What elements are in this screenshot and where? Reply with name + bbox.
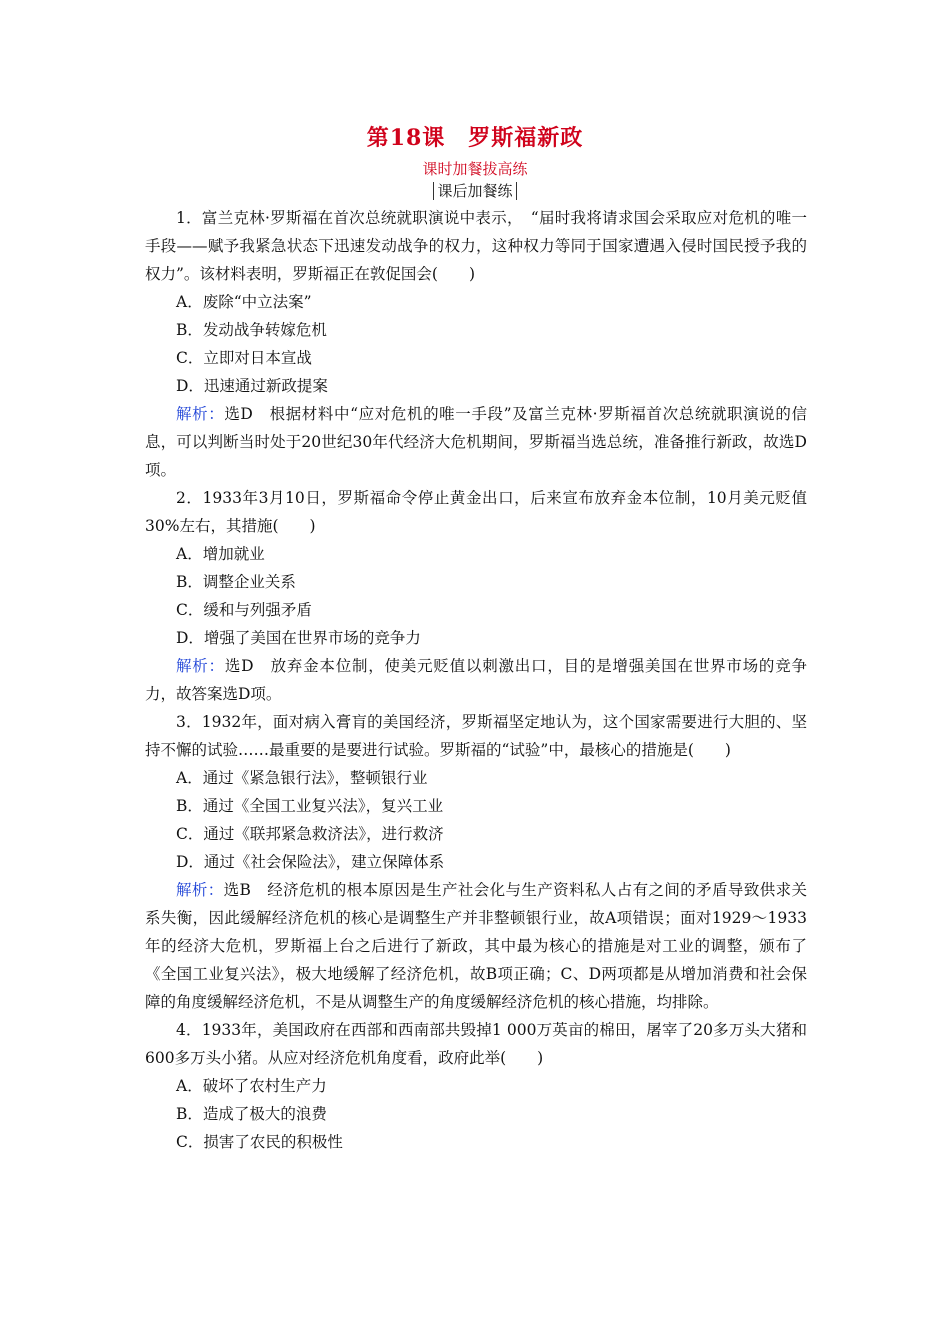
analysis bbox=[145, 876, 807, 1016]
option-b: B．造成了极大的浪费 bbox=[176, 1105, 327, 1123]
option-a: A．增加就业 bbox=[176, 545, 265, 563]
option-d: D．通过《社会保险法》，建立保障体系 bbox=[176, 853, 445, 871]
option-c: C．通过《联邦紧急救济法》，进行救济 bbox=[176, 825, 444, 843]
option-d: D．迅速通过新政提案 bbox=[176, 377, 328, 395]
page-title: 第18课 罗斯福新政 bbox=[366, 125, 584, 151]
analysis-text: 选D 根据材料中“应对危机的唯一手段”及富兰克林·罗斯福首次总统就职演说的信息，可以判断当时处于20世纪30年代经济大危机期间，罗斯福当选总统，准备推行新政，故选D项。 bbox=[145, 405, 807, 479]
option-c: C．损害了农民的积极性 bbox=[176, 1133, 343, 1151]
section-label-text: 课后加餐练 bbox=[433, 182, 516, 200]
analysis-label: 解析： bbox=[176, 405, 225, 423]
option-a: A．废除“中立法案” bbox=[176, 293, 312, 311]
question-stem: 3．1932年，面对病入膏肓的美国经济，罗斯福坚定地认为，这个国家需要进行大胆的、坚持不懈的试验……最重要的是要进行试验。罗斯福的“试验”中，最核心的措施是( ) bbox=[145, 713, 807, 759]
option-c: C．缓和与列强矛盾 bbox=[176, 601, 312, 619]
option-c: C．立即对日本宣战 bbox=[176, 349, 312, 367]
option-b: B．调整企业关系 bbox=[176, 573, 296, 591]
question-2 bbox=[145, 484, 807, 708]
question-stem: 1．富兰克林·罗斯福在首次总统就职演说中表示， “届时我将请求国会采取应对危机的唯一手段——赋予我紧急状态下迅速发动战争的权力，这种权力等同于国家遭遇入侵时国民授予我的权力”。该材料表明，罗斯福正在敦促国会( ) bbox=[145, 209, 807, 283]
question-stem: 2．1933年3月10日，罗斯福命令停止黄金出口，后来宣布放弃金本位制，10月美元贬值30%左右，其措施( ) bbox=[145, 489, 807, 535]
analysis-text: 选B 经济危机的根本原因是生产社会化与生产资料私人占有之间的矛盾导致供求关系失衡，因此缓解经济危机的核心是调整生产并非整顿银行业，故A项错误；面对1929～1933年的经济大危机，罗斯福上台之后进行了新政，其中最为核心的措施是对工业的调整，颁布了《全国工业复兴法》，极大地缓解了经济危机，故B项正确；C、D两项都是从增加消费和社会保障的角度缓解经济危机，不是从调整生产的角度缓解经济危机的核心措施，均排除。 bbox=[145, 881, 807, 1011]
page-subtitle: 课时加餐拔高练 bbox=[422, 160, 528, 178]
option-a: A．通过《紧急银行法》，整顿银行业 bbox=[176, 769, 428, 787]
question-1 bbox=[145, 204, 807, 484]
question-4 bbox=[145, 1016, 807, 1156]
analysis-label: 解析： bbox=[176, 881, 224, 899]
analysis-label: 解析： bbox=[176, 657, 225, 675]
analysis bbox=[145, 652, 807, 708]
section-label bbox=[0, 180, 950, 201]
analysis bbox=[145, 400, 807, 484]
option-a: A．破坏了农村生产力 bbox=[176, 1077, 327, 1095]
question-list bbox=[145, 204, 807, 1156]
option-b: B．通过《全国工业复兴法》，复兴工业 bbox=[176, 797, 444, 815]
question-stem: 4．1933年，美国政府在西部和西南部共毁掉1 000万英亩的棉田，屠宰了20多万头大猪和600多万头小猪。从应对经济危机角度看，政府此举( ) bbox=[145, 1021, 807, 1067]
option-b: B．发动战争转嫁危机 bbox=[176, 321, 327, 339]
option-d: D．增强了美国在世界市场的竞争力 bbox=[176, 629, 421, 647]
question-3 bbox=[145, 708, 807, 1016]
analysis-text: 选D 放弃金本位制，使美元贬值以刺激出口，目的是增强美国在世界市场的竞争力，故答案选D项。 bbox=[145, 657, 807, 703]
